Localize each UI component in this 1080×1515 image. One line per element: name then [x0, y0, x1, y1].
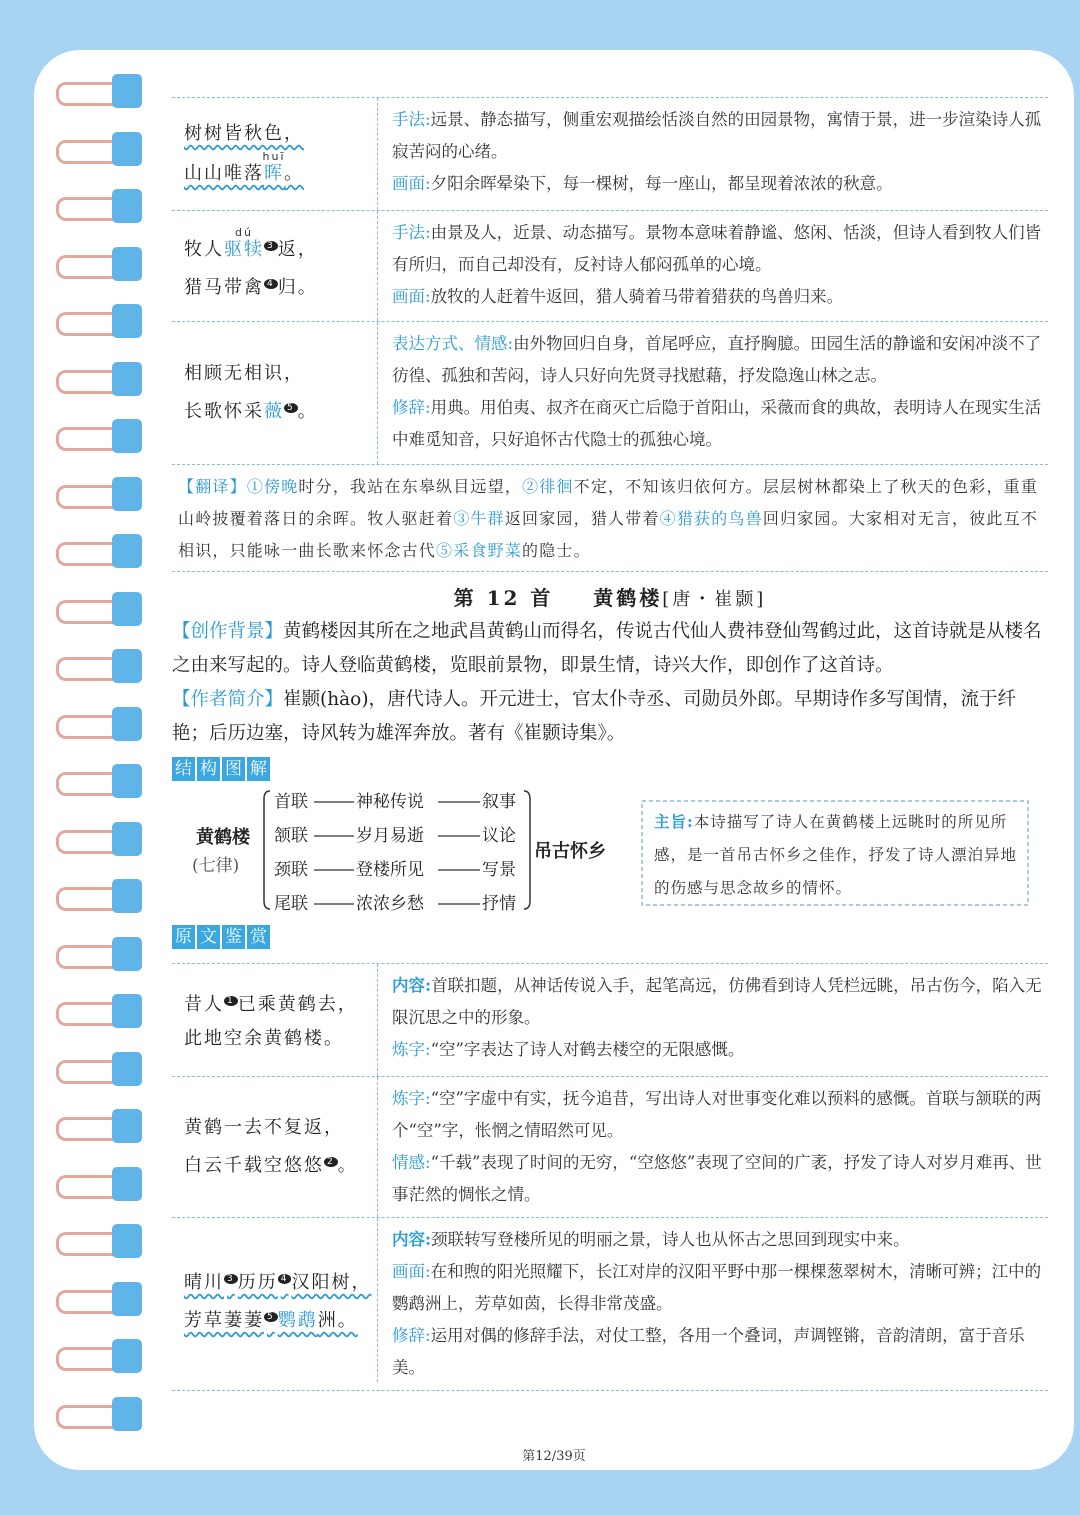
poem-row [172, 210, 1048, 321]
part-label: 首联 [274, 792, 308, 812]
poem-line: 晴川 $^3$ 历历 $^4$ 汉阳树， [184, 1272, 372, 1293]
poem-line: 黄鹤一去不复返， [184, 1117, 344, 1138]
poem-row [172, 321, 1048, 464]
mode-label: 叙事 [482, 792, 516, 812]
part-label: 尾联 [274, 894, 308, 914]
analysis: 内容:颈联转写登楼所见的明丽之景，诗人也从怀古之思回到现实中来。 画面:在和煦的阳光照耀下，长江对岸的汉阳平野中那一棵棵葱翠树木，清晰可辨；江中的鹦鹉洲上，芳草如茵，长得非常茂盛。 修辞:运用对偶的修辞手法，对仗工整，各用一个叠词，声调铿锵，音韵清朗，富于音乐美。 [392, 1230, 1042, 1377]
notebook-page [34, 50, 1074, 1470]
mode-label: 写景 [482, 860, 516, 880]
poem-lines [172, 322, 378, 464]
binding-ring [56, 649, 146, 685]
poem-row [172, 1076, 1048, 1217]
poem-lines [172, 1077, 378, 1217]
appreciation-tag: 原 文 鉴 赏 [172, 925, 270, 949]
binding-ring [56, 1167, 146, 1203]
background-section: 【创作背景】黄鹤楼因其所在之地武昌黄鹤山而得名，传说古代仙人费祎登仙驾鹤过此，这首诗就是从楼名之由来写起的。诗人登临黄鹤楼，览眼前景物，即景生情，诗兴大作，即创作了这首诗。 [172, 621, 1042, 676]
analysis: 手法:远景、静态描写，侧重宏观描绘恬淡自然的田园景物，寓情于景，进一步渲染诗人孤寂苦闷的心绪。 画面:夕阳余晖晕染下，每一棵树，每一座山，都呈现着浓浓的秋意。 [392, 110, 1042, 193]
content-label: 登楼所见 [356, 860, 424, 880]
right-brace [524, 791, 530, 909]
binding-ring [56, 132, 146, 168]
binding-ring [56, 419, 146, 455]
binding-ring [56, 1339, 146, 1375]
poem-line: 长歌怀采薇 $^5$ 。 [184, 401, 318, 422]
binding-ring [56, 362, 146, 398]
analysis: 内容:首联扣题，从神话传说入手，起笔高远，仿佛看到诗人凭栏远眺，吊古伤今，陷入无限沉思之中的形象。 炼字:“空”字表达了诗人对鹤去楼空的无限感慨。 [392, 976, 1042, 1059]
root-sub: (七律) [192, 856, 240, 876]
mode-label: 抒情 [482, 894, 516, 914]
binding-ring [56, 879, 146, 915]
part-label: 颔联 [274, 826, 308, 846]
poem-lines [172, 964, 378, 1076]
poem-line: 猎马带禽 $^4$ 归。 [184, 277, 318, 298]
poem-line: 此地空余黄鹤楼。 [184, 1028, 344, 1049]
binding-ring [56, 1052, 146, 1088]
divider [172, 1390, 1048, 1391]
author-section: 【作者简介】崔颢(hào)，唐代诗人。开元进士，官太仆寺丞、司勋员外郎。早期诗作多写闺情，流于纤艳；后历边塞，诗风转为雄浑奔放。著有《崔颢诗集》。 [172, 689, 1017, 744]
binding-ring [56, 477, 146, 513]
left-brace [264, 791, 270, 909]
binding-ring [56, 764, 146, 800]
binding-ring [56, 1397, 146, 1433]
poem-row [172, 97, 1048, 210]
poem-lines [172, 98, 378, 210]
binding-ring [56, 937, 146, 973]
poem-lines [172, 211, 378, 321]
structure-tag: 结 构 图 解 [172, 757, 270, 781]
poem-line: 相顾无相识， [184, 363, 304, 384]
analysis: 炼字:“空”字虚中有实，抚今追昔，写出诗人对世事变化难以预料的感慨。首联与颔联的两个“空”字，怅惘之情昭然可见。 情感:“千载”表现了时间的无穷，“空悠悠”表现了空间的广袤，抒发了诗人对岁月难再、世事茫然的惆怅之情。 [392, 1089, 1042, 1204]
translation: 【翻译】①傍晚时分，我站在东皋纵目远望，②徘徊不定，不知该归依何方。层层树林都染上了秋天的色彩，重重山岭披覆着落日的余晖。牧人驱赶着③牛群返回家园，猎人带着④猎获的鸟兽回归家园。大家相对无言，彼此互不相识，只能咏一曲长歌来怀念古代⑤采食野菜的隐士。 [178, 477, 1039, 560]
poem-line: 树树皆秋色， [184, 123, 304, 144]
binding-ring [56, 707, 146, 743]
mode-label: 议论 [482, 826, 516, 846]
poem-row [172, 963, 1048, 1076]
binding-ring [56, 74, 146, 110]
poem-line: 山山唯落晖huī。 [184, 150, 304, 184]
page-content [172, 50, 1048, 1391]
content-label: 浓浓乡愁 [356, 894, 424, 914]
binding-ring [56, 534, 146, 570]
analysis: 表达方式、情感:由外物回归自身，首尾呼应，直抒胸臆。田园生活的静谧和安闲冲淡不了彷徨、孤独和苦闷，诗人只好向先贤寻找慰藉，抒发隐逸山林之志。 修辞:用典。用伯夷、叔齐在商灭亡后隐于首阳山，采薇而食的典故，表明诗人在现实生活中难觅知音，只好追怀古代隐士的孤独心境。 [392, 334, 1042, 449]
poem-line: 昔人 $^1$ 已乘黄鹤去， [184, 994, 358, 1015]
binding-ring [56, 247, 146, 283]
binding-ring [56, 822, 146, 858]
page-number: 第12/39页 [522, 1449, 586, 1464]
binding-ring [56, 592, 146, 628]
binding-ring [56, 189, 146, 225]
binding-ring [56, 1224, 146, 1260]
zhuzhi-text: 主旨:本诗描写了诗人在黄鹤楼上远眺时的所见所感，是一首吊古怀乡之佳作，抒发了诗人漂泊异地的伤感与思念故乡的情怀。 [654, 812, 1018, 897]
poem-line: 白云千载空悠悠 $^2$ 。 [184, 1155, 358, 1176]
poem-line: 牧人驱犊dú$^3$ 返， [184, 226, 318, 260]
poem-row [172, 1217, 1048, 1390]
content-label: 神秘传说 [356, 792, 424, 812]
binding-ring [56, 1282, 146, 1318]
part-label: 颈联 [274, 860, 308, 880]
binding-ring [56, 994, 146, 1030]
poem-title: 第 12 首 黄鹤楼[唐・崔颢] [453, 586, 767, 610]
analysis: 手法:由景及人，近景、动态描写。景物本意味着静谧、悠闲、恬淡，但诗人看到牧人们皆有所归，而自己却没有，反衬诗人郁闷孤单的心境。 画面:放牧的人赶着牛返回，猎人骑着马带着猎获的鸟兽归来。 [392, 223, 1042, 306]
poem-lines [172, 1218, 378, 1382]
binding-ring [56, 304, 146, 340]
structure-diagram [172, 781, 1048, 921]
theme-label: 吊古怀乡 [534, 841, 606, 862]
root-label: 黄鹤楼 [196, 827, 250, 848]
poem-line: 芳草萋萋 $^5$ 鹦鹉洲。 [184, 1310, 358, 1331]
divider [172, 571, 1048, 572]
binding-ring [56, 1109, 146, 1145]
content-label: 岁月易逝 [356, 826, 424, 846]
